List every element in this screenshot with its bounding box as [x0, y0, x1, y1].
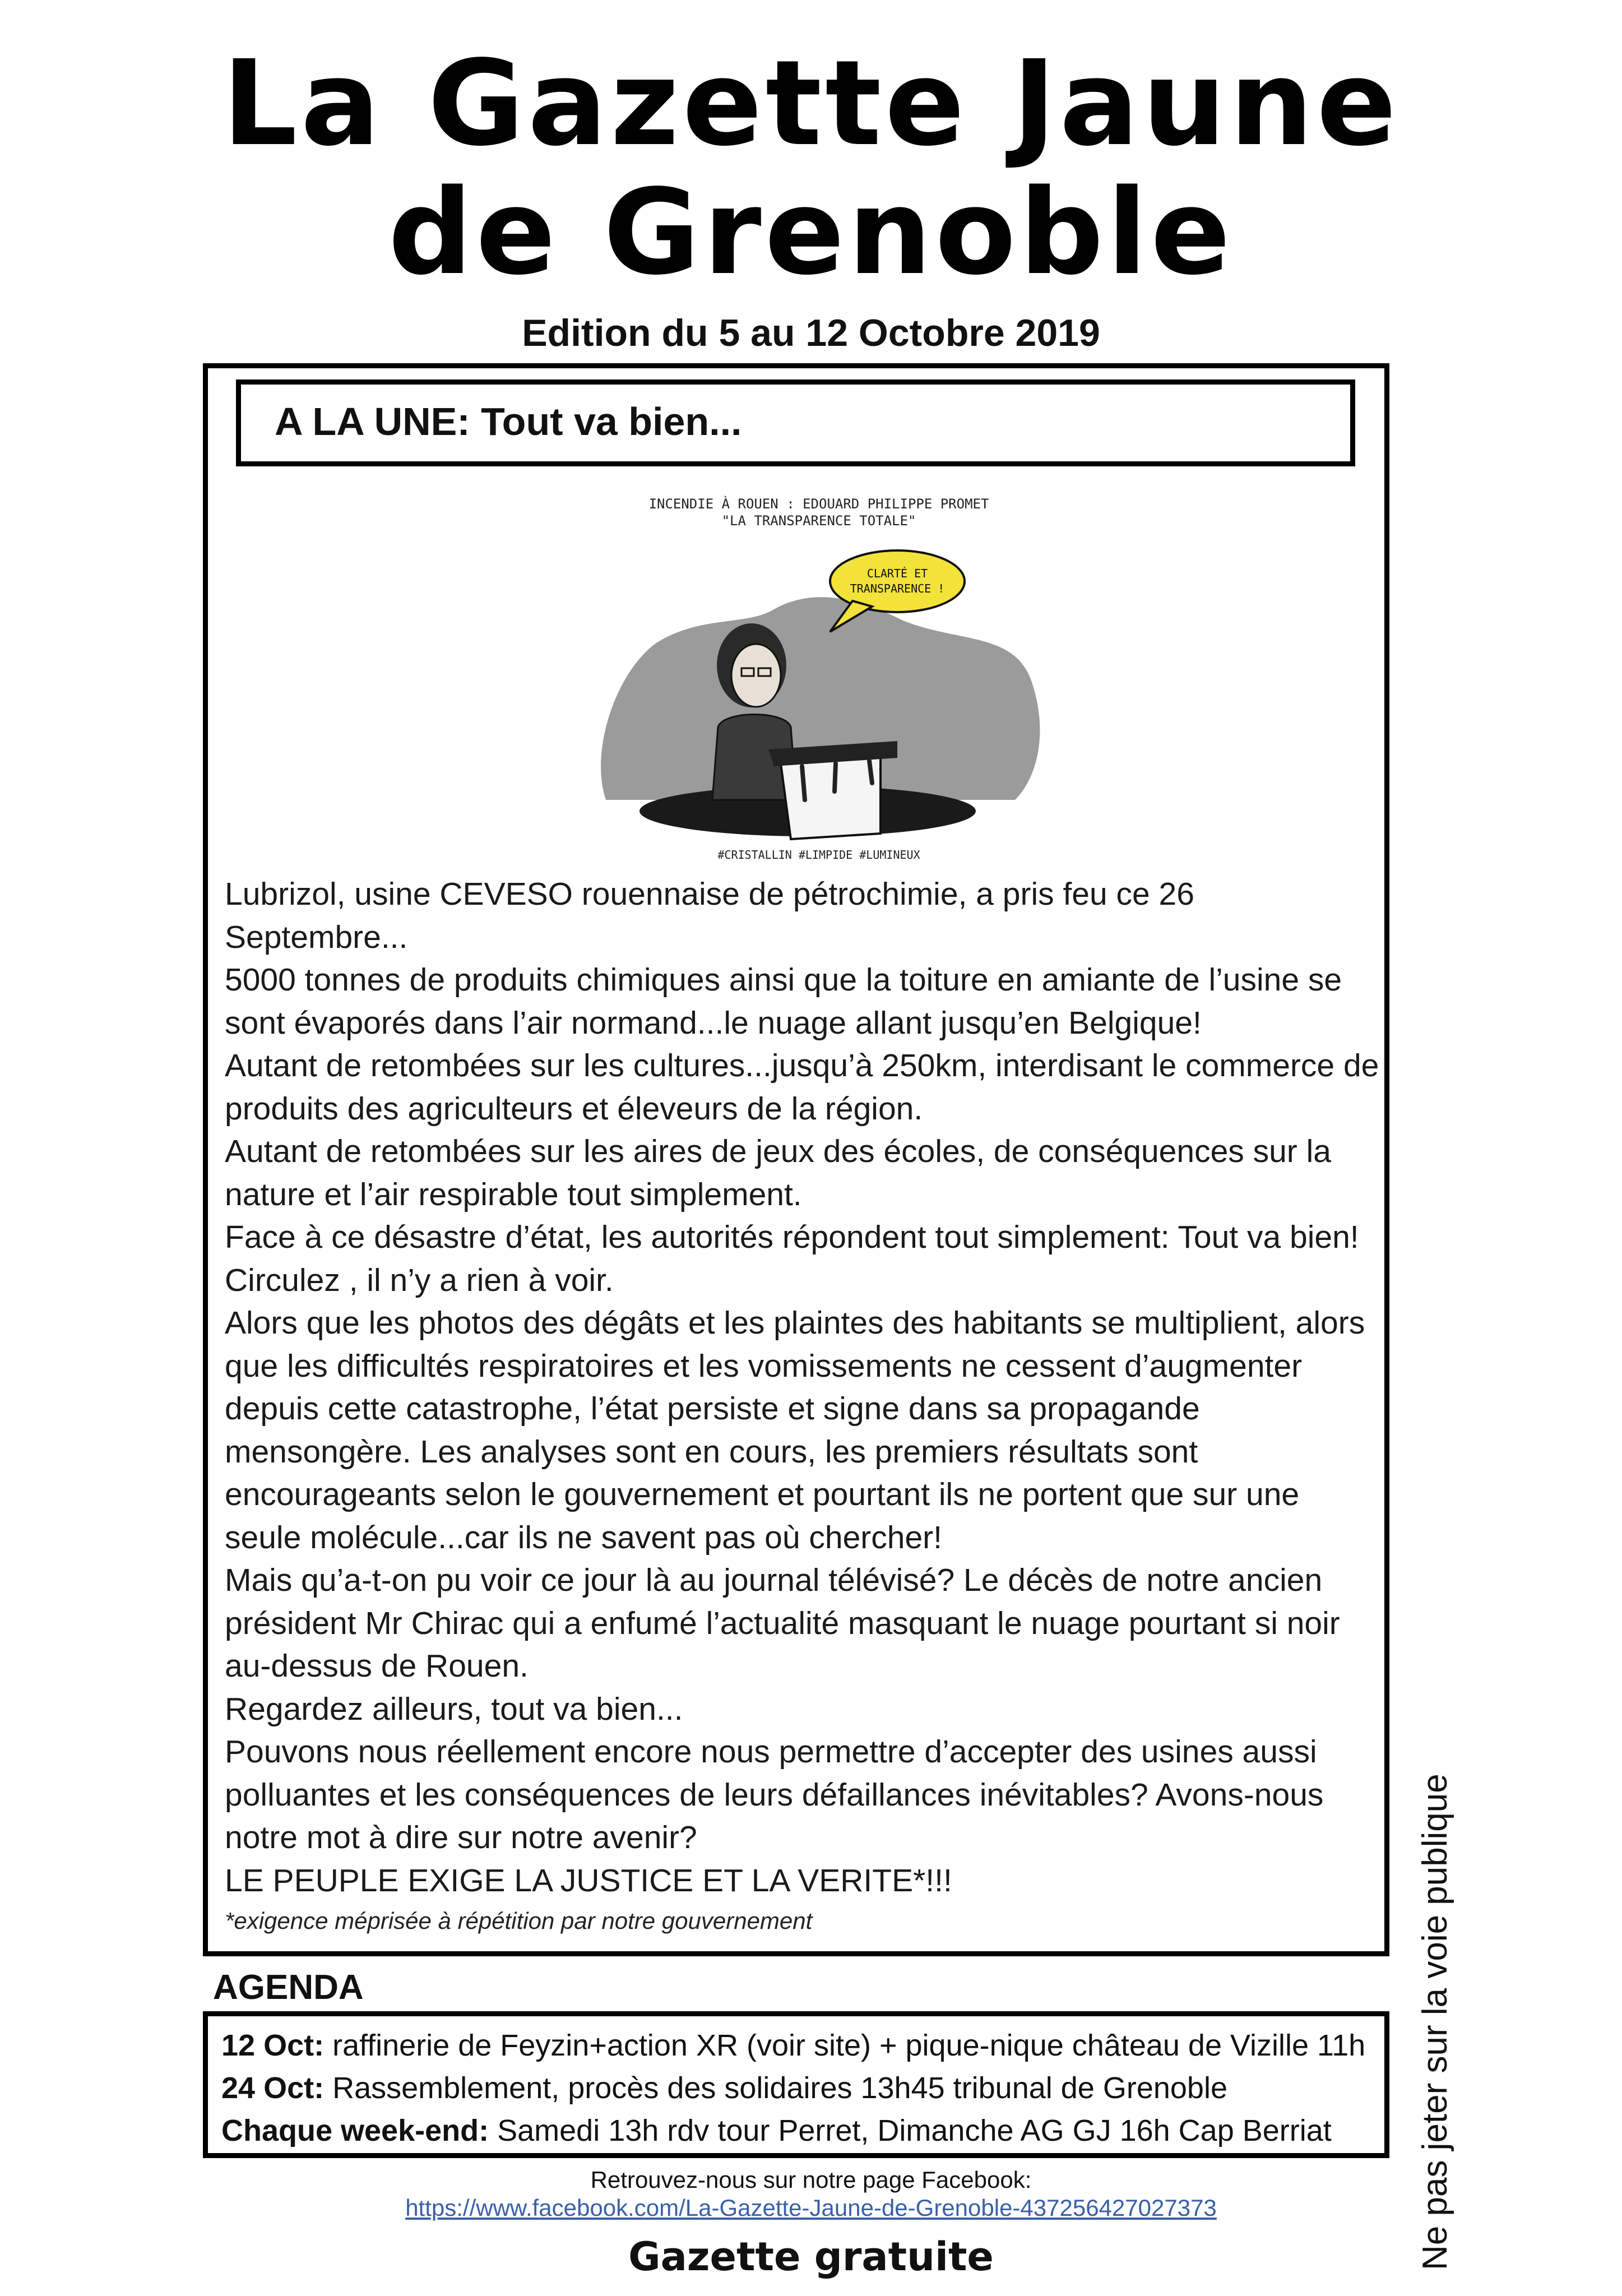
edition-date: Edition du 5 au 12 Octobre 2019	[522, 312, 1100, 354]
article-paragraph: Mais qu’a-t-on pu voir ce jour là au journal télévisé? Le décès de notre ancien président Mr Chirac qui a enfumé l’actualité masquant le nuage pourtant si noir au-dessus de Rouen.	[225, 1562, 1340, 1684]
cartoon-caption-top-1: INCENDIE À ROUEN : EDOUARD PHILIPPE PROMET	[648, 496, 989, 512]
bubble-line-1: CLARTÉ ET	[866, 567, 928, 580]
bubble-line-2: TRANSPARENCE !	[850, 582, 945, 595]
litter-notice: Ne pas jeter sur la voie publique	[1416, 1774, 1454, 2270]
article-slogan: LE PEUPLE EXIGE LA JUSTICE ET LA VERITE*!!!	[225, 1862, 952, 1899]
masthead-line-2: de Grenoble	[388, 164, 1234, 301]
article-paragraph: Regardez ailleurs, tout va bien...	[225, 1691, 683, 1727]
article-paragraph: 5000 tonnes de produits chimiques ainsi que la toiture en amiante de l’usine se sont évaporés dans l’air normand...le nuage allant jusqu’en Belgique!	[225, 962, 1342, 1041]
article-paragraph: Pouvons nous réellement encore nous permettre d’accepter des usines aussi polluantes et les conséquences de leurs défaillances inévitables? Avons-nous notre mot à dire sur notre avenir?	[225, 1734, 1324, 1855]
article-paragraph: Autant de retombées sur les cultures...jusqu’à 250km, interdisant le commerce de produits des agriculteurs et éleveurs de la région.	[225, 1048, 1379, 1127]
agenda-item-text: raffinerie de Feyzin+action XR (voir site) + pique-nique château de Vizille 11h	[324, 2029, 1366, 2062]
cartoon-caption-bottom: #CRISTALLIN #LIMPIDE #LUMINEUX	[717, 848, 920, 862]
agenda-item-label: 24 Oct:	[221, 2071, 325, 2105]
free-gazette-label: Gazette gratuite	[628, 2234, 994, 2280]
front-page-article-box	[203, 363, 1389, 1956]
agenda-box	[203, 2011, 1389, 2158]
article-footnote: *exigence méprisée à répétition par notre gouvernement	[225, 1908, 813, 1934]
masthead	[0, 35, 1622, 301]
facebook-invite: Retrouvez-nous sur notre page Facebook:	[590, 2167, 1032, 2193]
masthead-line-1: La Gazette Jaune	[222, 35, 1400, 172]
agenda-item-label: Chaque week-end:	[221, 2114, 489, 2147]
article-body	[225, 873, 1379, 1938]
agenda-item	[221, 2067, 1384, 2109]
article-paragraph: Autant de retombées sur les aires de jeux des écoles, de conséquences sur la nature et l’air respirable tout simplement.	[225, 1133, 1331, 1212]
agenda-title: AGENDA	[213, 1968, 364, 2007]
lectern	[768, 741, 897, 839]
cartoon-caption-top-2: "LA TRANSPARENCE TOTALE"	[721, 513, 916, 529]
headline: A LA UNE: Tout va bien...	[236, 379, 1355, 466]
agenda-item-text: Rassemblement, procès des solidaires 13h45 tribunal de Grenoble	[324, 2071, 1227, 2105]
cartoon-image	[567, 486, 1071, 867]
agenda-item-text: Samedi 13h rdv tour Perret, Dimanche AG GJ 16h Cap Berriat	[489, 2114, 1332, 2147]
agenda-item	[221, 2024, 1384, 2067]
agenda-item-label: 12 Oct:	[221, 2029, 325, 2062]
article-paragraph: Face à ce désastre d’état, les autorités répondent tout simplement: Tout va bien! Circulez , il n’y a rien à voir.	[225, 1219, 1359, 1298]
facebook-link[interactable]: https://www.facebook.com/La-Gazette-Jaune-de-Grenoble-437256427027373	[405, 2195, 1217, 2221]
article-paragraph: Alors que les photos des dégâts et les plaintes des habitants se multiplient, alors que les difficultés respiratoires et les vomissements ne cessent d’augmenter depuis cette catastrophe, l’état persiste et signe dans sa propagande mensongère. Les analyses sont en cours, les premiers résultats sont encourageants selon le gouvernement et pourtant ils ne portent que sur une seule molécule...car ils ne savent pas où chercher!	[225, 1305, 1365, 1556]
article-paragraph: Lubrizol, usine CEVESO rouennaise de pétrochimie, a pris feu ce 26 Septembre...	[225, 876, 1194, 955]
agenda-item	[221, 2109, 1384, 2152]
